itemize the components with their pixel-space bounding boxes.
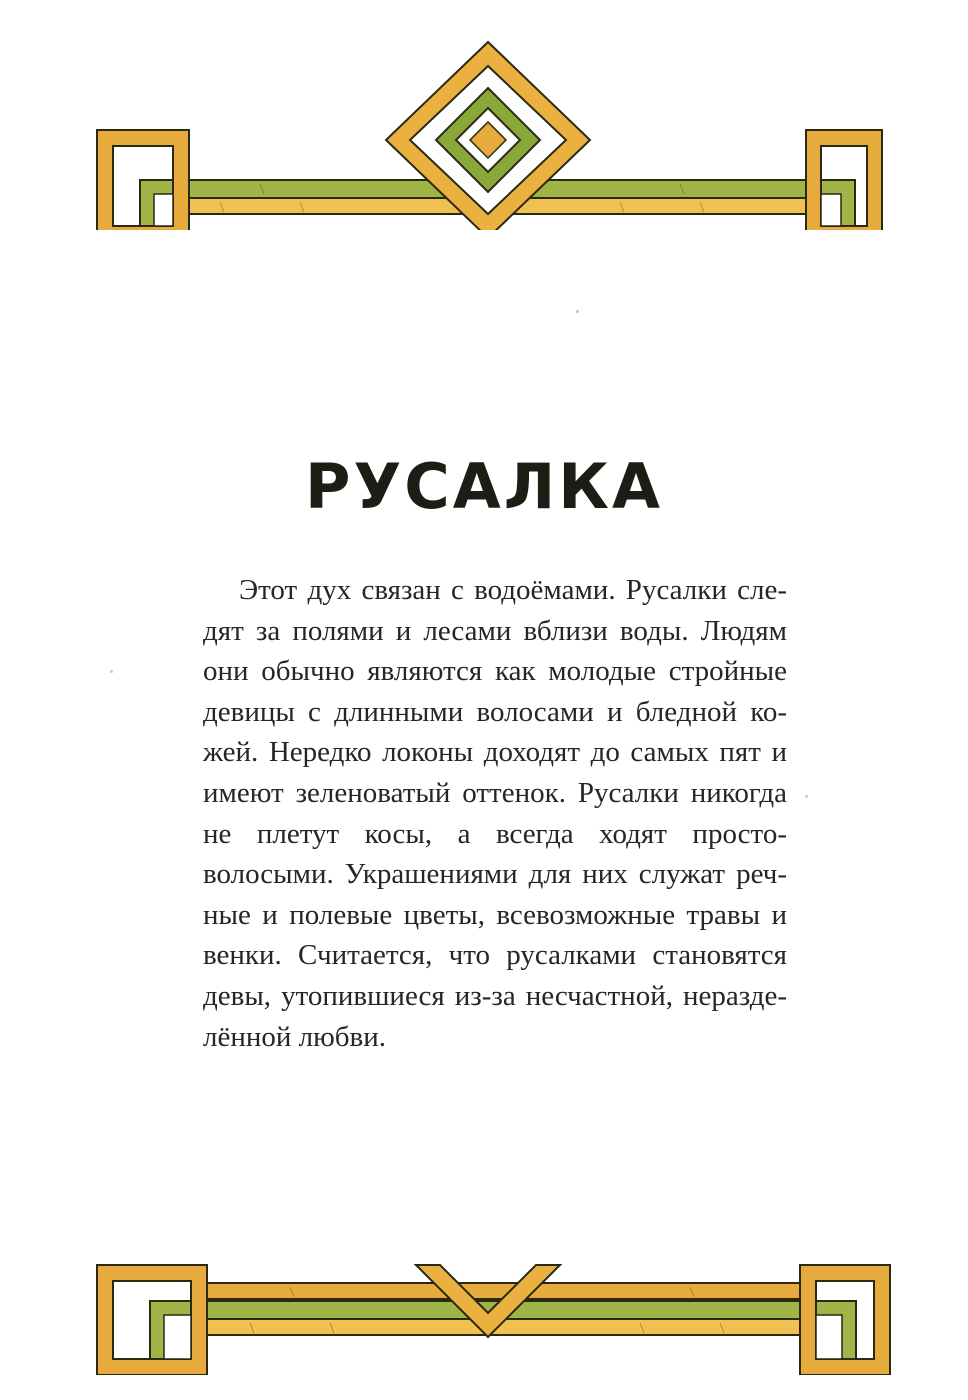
body-paragraph: Этот дух связан с водоёмами. Русалки следят за полями и лесами вблизи воды. Людям они обычно являются как молодые стройные девицы с длинными волосами и бледной кожей. Нередко локоны доходят до самых пят и имеют зеленоватый оттенок. Русалки никогда не плетут косы, а всегда ходят простоволосыми. Украшениями для них служат речные и полевые цветы, всевозможные травы и венки. Считается, что русалками становятся девы, утопившиеся из-за несчастной, нераздeлённой любви. — [203, 574, 787, 1053]
top-ornament-border — [0, 30, 968, 230]
page-title: РУСАЛКА — [305, 450, 663, 523]
paper-speck — [110, 670, 113, 673]
paper-speck — [805, 795, 808, 798]
paper-speck — [576, 310, 579, 313]
bottom-ornament-border — [0, 1255, 968, 1375]
